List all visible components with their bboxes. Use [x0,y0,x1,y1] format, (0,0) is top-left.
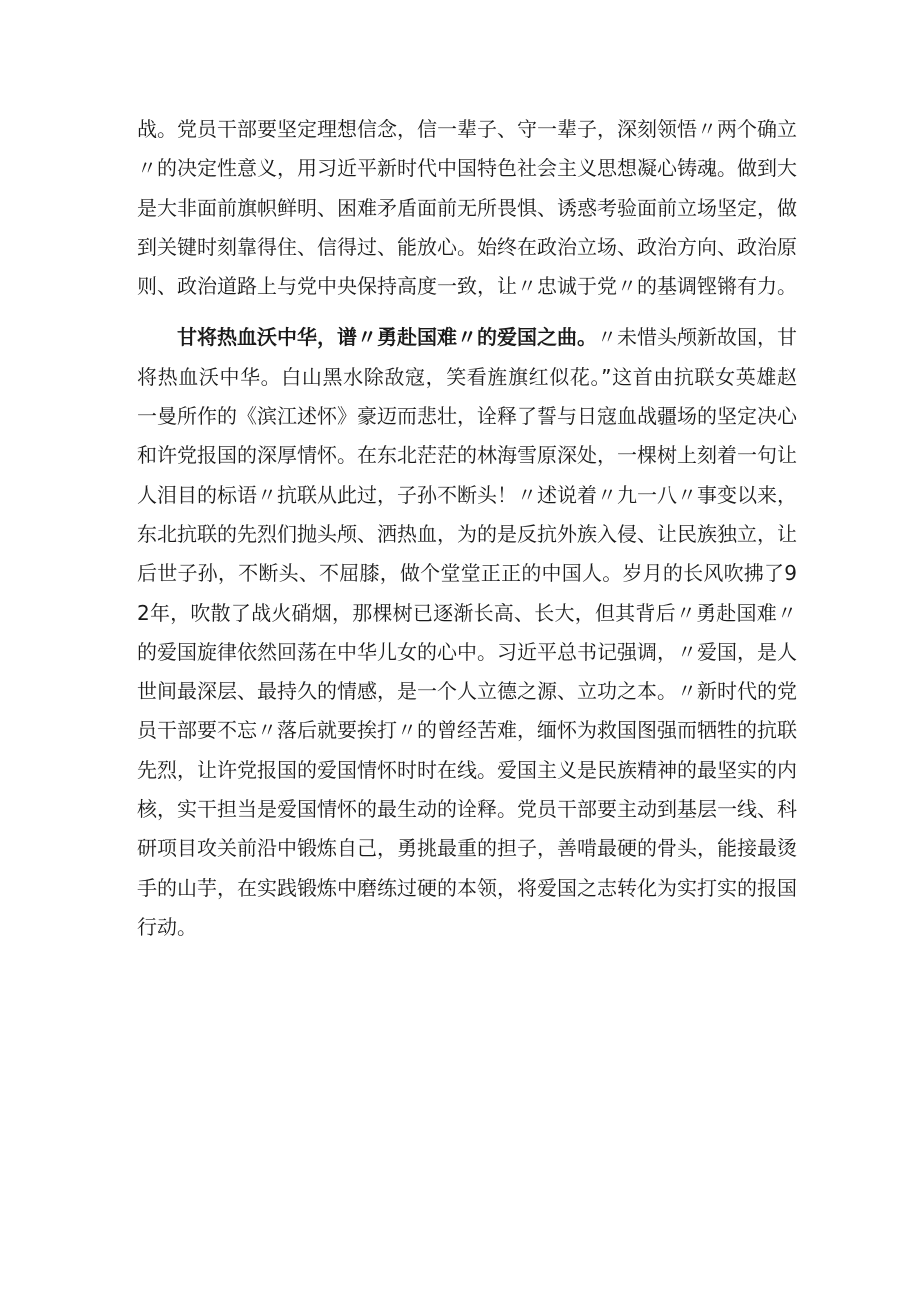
paragraph-2-body: 〃未惜头颅新故国，甘将热血沃中华。白山黑水除敌寇，笑看旌旗红似花。”这首由抗联女英雄赵一曼所作的《滨江述怀》豪迈而悲壮，诠释了誓与日寇血战疆场的坚定决心和许党报国的深厚情怀。在东北茫茫的林海雪原深处，一棵树上刻着一句让人泪目的标语〃抗联从此过，子孙不断头！〃述说着〃九一八〃事变以来，东北抗联的先烈们抛头颅、洒热血，为的是反抗外族入侵、让民族独立，让后世子孙，不断头、不屈膝，做个堂堂正正的中国人。岁月的长风吹拂了92年，吹散了战火硝烟，那棵树已逐渐长高、长大，但其背后〃勇赴国难〃的爱国旋律依然回荡在中华儿女的心中。习近平总书记强调，〃爱国，是人世间最深层、最持久的情感，是一个人立德之源、立功之本。〃新时代的党员干部要不忘〃落后就要挨打〃的曾经苦难，缅怀为救国图强而牺牲的抗联先烈，让许党报国的爱国情怀时时在线。爱国主义是民族精神的最坚实的内核，实干担当是爱国情怀的最生动的诠释。党员干部要主动到基层一线、科研项目攻关前沿中锻炼自己，勇挑最重的担子，善啃最硬的骨头，能接最烫手的山芋，在实践锻炼中磨练过硬的本领，将爱国之志转化为实打实的报国行动。 [137,325,797,939]
paragraph-2 [137,318,797,947]
document-body [137,110,797,947]
paragraph-1: 战。党员干部要坚定理想信念，信一辈子、守一辈子，深刻领悟〃两个确立〃的决定性意义，用习近平新时代中国特色社会主义思想凝心铸魂。做到大是大非面前旗帜鲜明、困难矛盾面前无所畏惧、诱惑考验面前立场坚定，做到关键时刻靠得住、信得过、能放心。始终在政治立场、政治方向、政治原则、政治道路上与党中央保持高度一致，让〃忠诚于党〃的基调铿锵有力。 [137,117,797,299]
paragraph-2-heading: 甘将热血沃中华，谱〃勇赴国难〃的爱国之曲。 [177,325,597,350]
